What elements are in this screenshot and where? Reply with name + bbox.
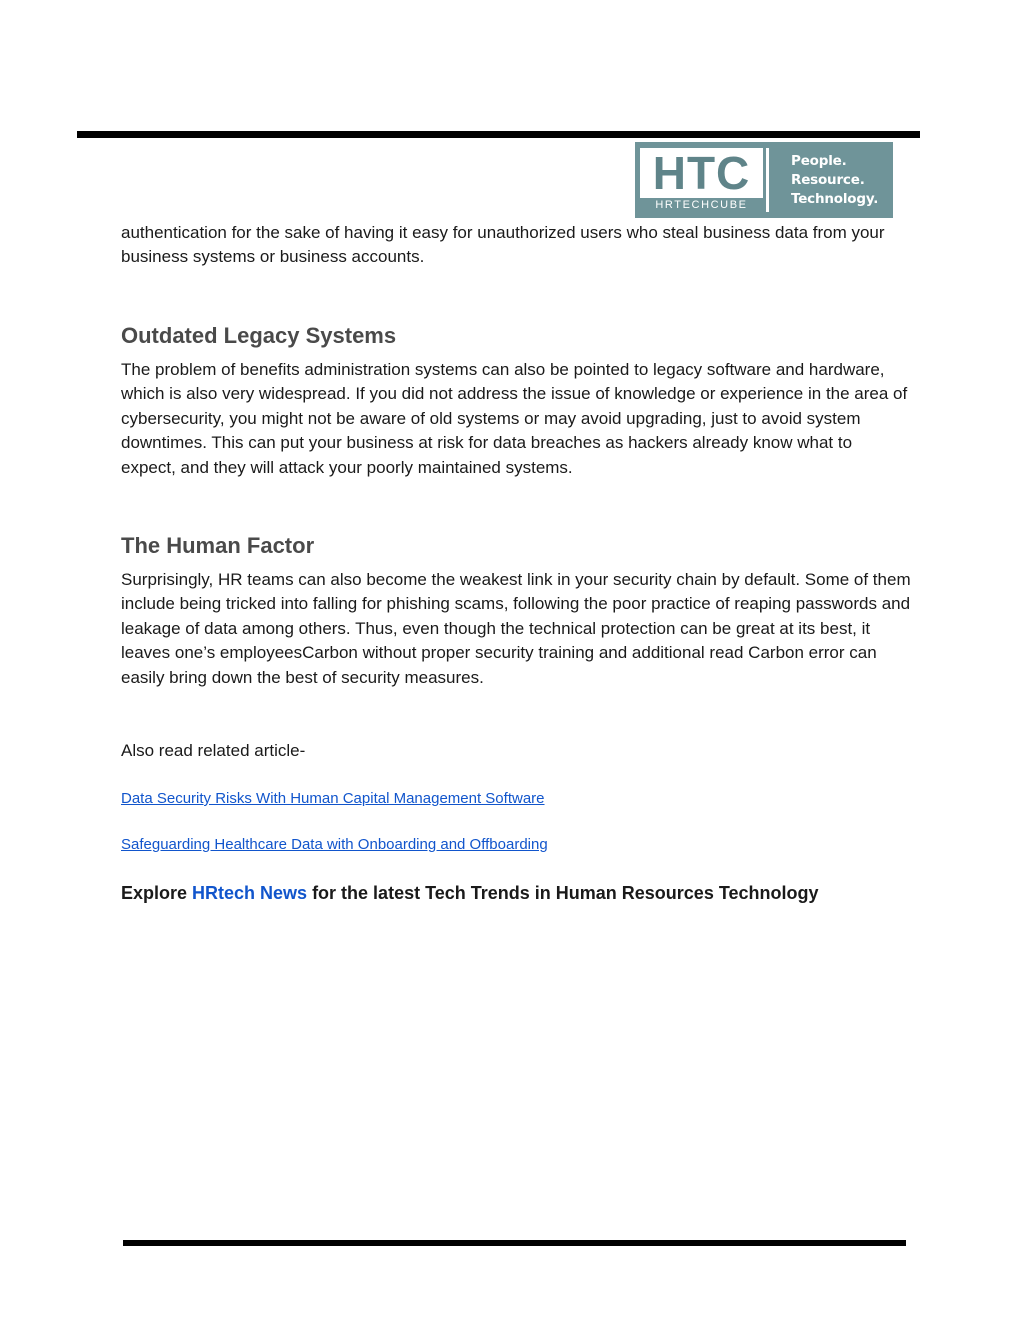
related-link-hcm-security[interactable]: Data Security Risks With Human Capital Management Software bbox=[121, 790, 545, 807]
section-heading-legacy-systems: Outdated Legacy Systems bbox=[121, 323, 397, 348]
logo-mark-box bbox=[640, 148, 763, 198]
related-link-healthcare-onboarding[interactable]: Safeguarding Healthcare Data with Onboarding and Offboarding bbox=[121, 836, 548, 853]
header-divider bbox=[77, 131, 920, 138]
explore-suffix: for the latest Tech Trends in Human Resources Technology bbox=[307, 883, 819, 903]
section-paragraph-human-factor: Surprisingly, HR teams can also become the weakest link in your security chain by default. Some of them include being tricked into falling for phishing scams, following the poor practice of reaping passwords and leakage of data among others. Thus, even though the technical protection can be great at its best, it leaves one’s employeesCarbon without proper security training and additional read Carbon error can easily bring down the best of security measures. bbox=[121, 570, 911, 687]
explore-prefix: Explore bbox=[121, 883, 193, 903]
section-paragraph-legacy-systems: The problem of benefits administration systems can also be pointed to legacy software and hardware, which is also very widespread. If you did not address the issue of knowledge or experience in the area of cybersecurity, you might not be aware of old systems or may avoid upgrading, just to avoid system downtimes. This can put your business at risk for data breaches as hackers already know what to expect, and they will attack your poorly maintained systems. bbox=[121, 360, 908, 477]
logo-wordmark: HRTECHCUBE bbox=[655, 199, 748, 211]
explore-callout bbox=[121, 881, 819, 905]
footer-divider bbox=[123, 1240, 906, 1246]
hrtech-news-link[interactable]: HRtech News bbox=[192, 883, 308, 903]
logo-mark-block bbox=[635, 148, 769, 212]
hrtechcube-logo bbox=[635, 142, 893, 218]
section-heading-human-factor: The Human Factor bbox=[121, 533, 315, 558]
intro-paragraph: authentication for the sake of having it easy for unauthorized users who steal business data from your business systems or business accounts. bbox=[121, 223, 885, 267]
logo-mark-text: HTC bbox=[652, 147, 751, 199]
logo-tagline-line: Technology. bbox=[791, 190, 879, 207]
logo-tagline-line: Resource. bbox=[791, 171, 865, 188]
logo-tagline bbox=[769, 142, 893, 218]
logo-tagline-line: People. bbox=[791, 152, 847, 169]
related-articles-label: Also read related article- bbox=[121, 741, 306, 760]
